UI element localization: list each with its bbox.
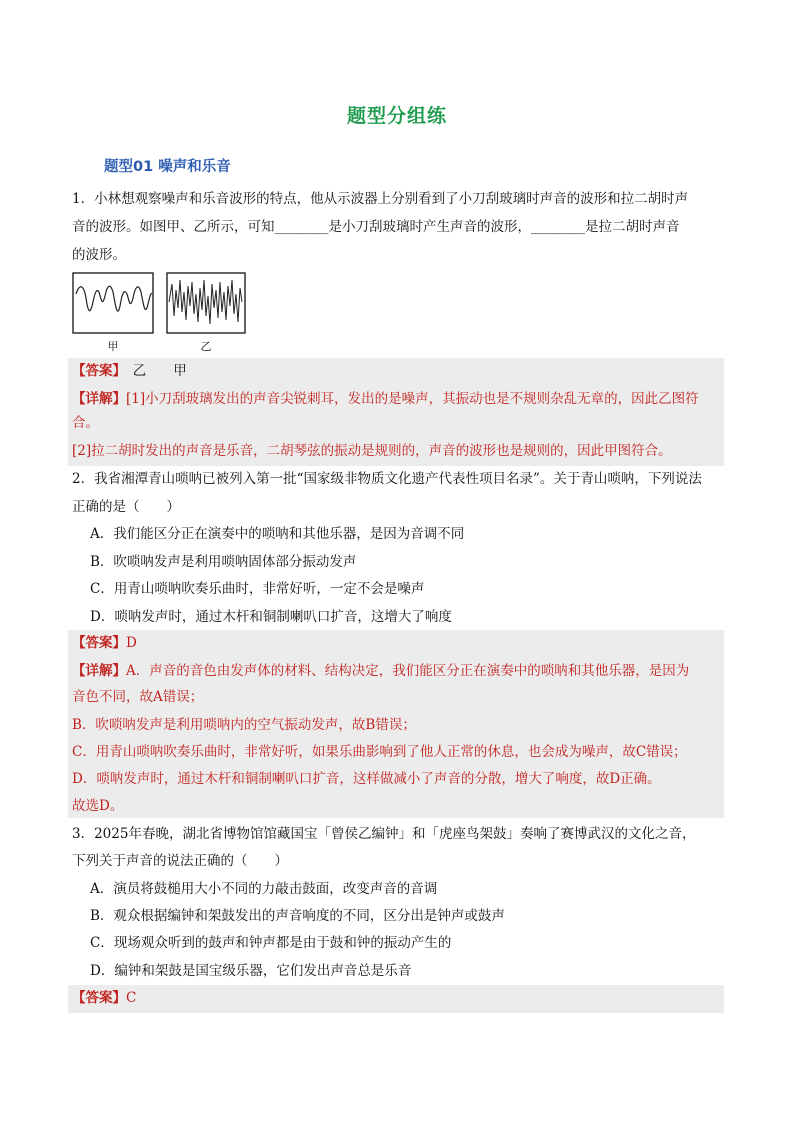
q1-detail-text-1: [1]小刀刮玻璃发出的声音尖锐刺耳，发出的是噪声，其振动也是不规则杂乱无章的，因此乙图符 — [126, 391, 699, 407]
q2-detail-line-5: D．唢呐发声时，通过木杆和铜制喇叭口扩音，这样做减小了声音的分散，增大了响度，故D正确。 — [72, 771, 661, 787]
q2-option-d: D．唢呐发声时，通过木杆和铜制喇叭口扩音，这增大了响度 — [90, 609, 452, 625]
waveform-figure-b — [166, 272, 246, 334]
q1-stem-line-2: 音的波形。如图甲、乙所示，可知________是小刀刮玻璃时产生声音的波形，________是拉二胡时声音 — [72, 219, 680, 235]
q1-stem-line-1: 1．小林想观察噪声和乐音波形的特点，他从示波器上分别看到了小刀刮玻璃时声音的波形和拉二胡时声 — [72, 191, 689, 207]
q2-detail-line-3: B．吹唢呐发声是利用唢呐内的空气振动发声，故B错误； — [72, 717, 416, 733]
q3-answer — [72, 989, 136, 1007]
figure-b-caption: 乙 — [200, 340, 212, 353]
q3-option-c: C．现场观众听到的鼓声和钟声都是由于鼓和钟的振动产生的 — [90, 935, 452, 951]
q3-stem-line-2: 下列关于声音的说法正确的（ ） — [72, 853, 288, 869]
q2-detail-text-1: A．声音的音色由发声体的材料、结构决定，我们能区分正在演奏中的唢呐和其他乐器，是因为 — [126, 663, 690, 679]
q2-detail-line-2: 音色不同，故A错误； — [72, 689, 204, 705]
q1-detail-line-3: [2]拉二胡时发出的声音是乐音，二胡琴弦的振动是规则的，声音的波形也是规则的，因此甲图符合。 — [72, 443, 672, 459]
q3-answer-text: C — [126, 990, 137, 1006]
q2-answer — [72, 634, 137, 652]
q2-option-c: C．用青山唢呐吹奏乐曲时，非常好听，一定不会是噪声 — [90, 581, 425, 597]
section-heading: 题型01 噪声和乐音 — [104, 159, 231, 175]
q2-detail-line-1 — [72, 662, 689, 680]
q3-stem-line-1: 3．2025年春晚，湖北省博物馆馆藏国宝「曾侯乙编钟」和「虎座鸟架鼓」奏响了赛博武汉的文化之音， — [72, 826, 696, 842]
q2-option-a: A．我们能区分正在演奏中的唢呐和其他乐器，是因为音调不同 — [90, 526, 465, 542]
q1-detail-line-2: 合。 — [72, 415, 99, 431]
q1-answer — [72, 362, 187, 380]
page-title: 题型分组练 — [346, 105, 447, 127]
q2-stem-line-2: 正确的是（ ） — [72, 499, 180, 515]
answer-label: 【答案】 — [72, 363, 120, 379]
detail-label: 【详解】 — [72, 663, 126, 679]
q2-detail-line-6: 故选D。 — [72, 798, 124, 814]
q2-detail-line-4: C．用青山唢呐吹奏乐曲时，非常好听，如果乐曲影响到了他人正常的休息，也会成为噪声，故C错误； — [72, 744, 687, 760]
q3-option-b: B．观众根据编钟和架鼓发出的声音响度的不同，区分出是钟声或鼓声 — [90, 908, 505, 924]
waveform-figure-a — [72, 272, 154, 334]
figure-a-caption: 甲 — [107, 340, 119, 353]
q2-option-b: B．吹唢呐发声是利用唢呐固体部分振动发声 — [90, 554, 357, 570]
q1-detail-line-1 — [72, 390, 699, 408]
q3-option-d: D．编钟和架鼓是国宝级乐器，它们发出声音总是乐音 — [90, 963, 412, 979]
q2-answer-text: D — [126, 635, 137, 651]
q2-stem-line-1: 2．我省湘潭青山唢呐已被列入第一批“国家级非物质文化遗产代表性项目名录”。关于青山唢呐，下列说法 — [72, 471, 702, 487]
q3-answer-block — [68, 985, 724, 1013]
q3-option-a: A．演员将鼓槌用大小不同的力敲击鼓面，改变声音的音调 — [90, 881, 438, 897]
answer-label: 【答案】 — [72, 635, 126, 651]
answer-label: 【答案】 — [72, 990, 126, 1006]
q1-stem-line-3: 的波形。 — [72, 247, 126, 263]
detail-label: 【详解】 — [72, 391, 126, 407]
q1-answer-text: 乙 甲 — [119, 363, 187, 379]
